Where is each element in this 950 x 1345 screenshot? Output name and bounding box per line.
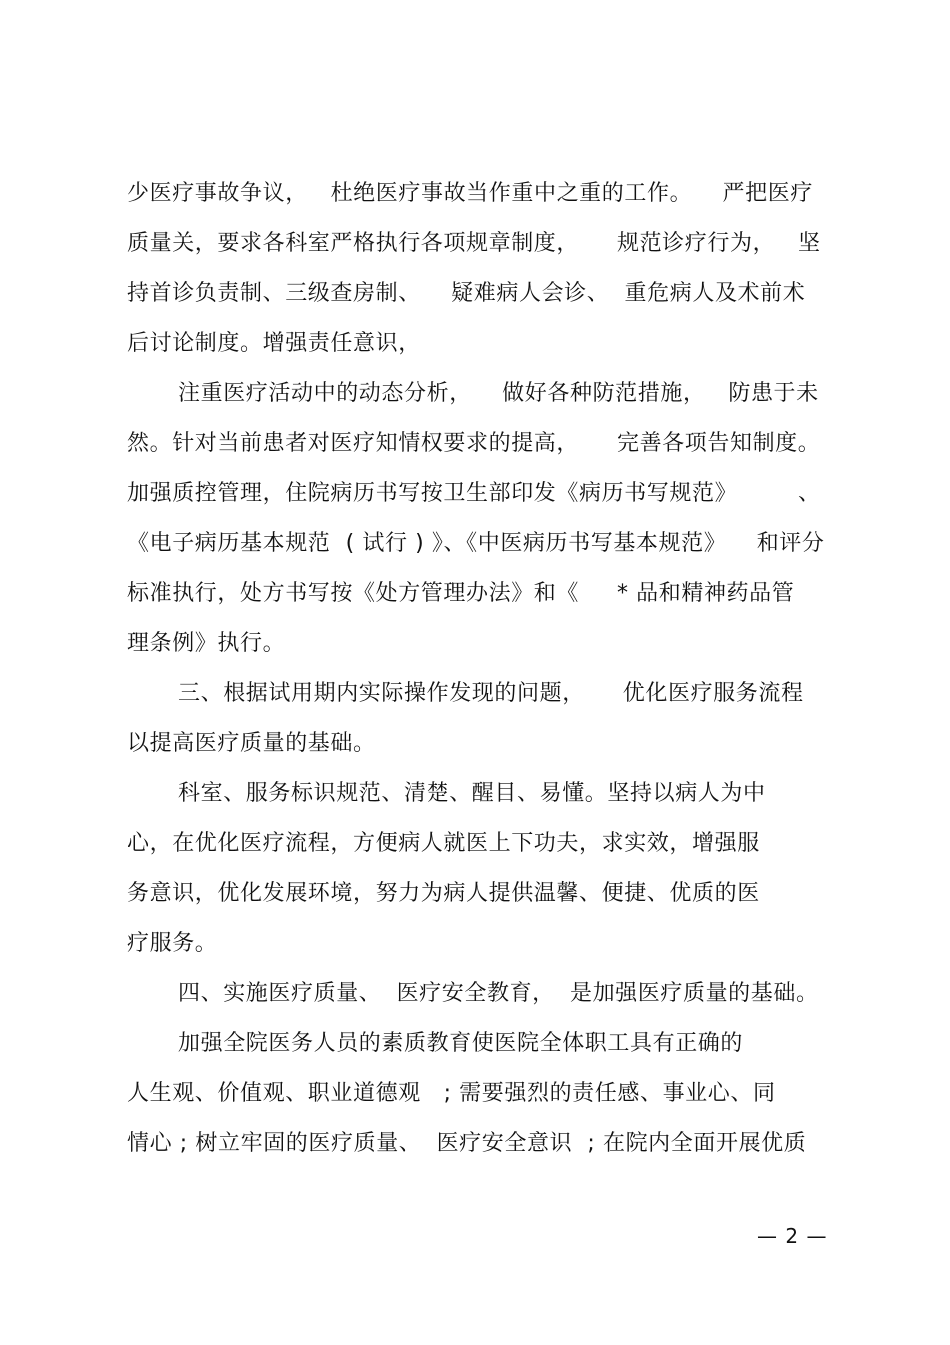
page-number: — 2 — [757, 1224, 828, 1248]
text-line-15: 务意识，优化发展环境，努力为病人提供温馨、便捷、优质的医 [127, 881, 760, 906]
text-line-18: 加强全院医务人员的素质教育使医院全体职工具有正确的 [178, 1031, 744, 1056]
text-line-14: 心，在优化医疗流程，方便病人就医上下功夫，求实效，增强服 [127, 831, 760, 856]
text-line-19: 人生观、价值观、职业道德观 ; 需要强烈的责任感、事业心、同 [127, 1081, 776, 1106]
text-line-20: 情心 ; 树立牢固的医疗质量、 医疗安全意识 ; 在院内全面开展优质 [127, 1131, 807, 1156]
section-heading-4: 四、实施医疗质量、 医疗安全教育， 是加强医疗质量的基础。 [178, 981, 819, 1006]
text-line-3: 持首诊负责制、三级查房制、 疑难病人会诊、 重危病人及术前术 [127, 281, 806, 306]
text-line-5: 注重医疗活动中的动态分析， 做好各种防范措施， 防患于未 [178, 381, 819, 406]
text-line-4: 后讨论制度。增强责任意识， [127, 331, 421, 356]
text-line-8: 《电子病历基本规范 ( 试行 ) 》、《中医病历书写基本规范》 和评分 [127, 531, 825, 556]
text-line-12: 以提高医疗质量的基础。 [127, 731, 376, 756]
section-heading-3: 三、根据试用期内实际操作发现的问题， 优化医疗服务流程 [178, 681, 804, 706]
text-line-2: 质量关，要求各科室严格执行各项规章制度， 规范诊疗行为， 坚 [127, 231, 821, 256]
text-line-16: 疗服务。 [127, 931, 218, 956]
text-line-6: 然。针对当前患者对医疗知情权要求的提高， 完善各项告知制度。 [127, 431, 821, 456]
text-line-1: 少医疗事故争议， 杜绝医疗事故当作重中之重的工作。 严把医疗 [127, 181, 813, 206]
text-line-9: 标准执行，处方书写按《处方管理办法》和《 * 品和精神药品管 [127, 581, 795, 606]
text-line-7: 加强质控管理，住院病历书写按卫生部印发《病历书写规范》 、 [127, 481, 821, 506]
text-line-13: 科室、服务标识规范、清楚、醒目、易懂。坚持以病人为中 [178, 781, 766, 806]
text-line-10: 理条例》执行。 [127, 631, 286, 656]
